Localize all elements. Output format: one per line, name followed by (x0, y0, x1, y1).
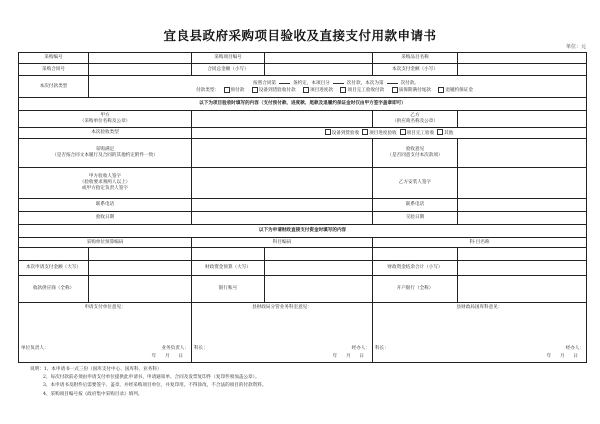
budget-code-value[interactable] (19, 248, 89, 261)
payment-type-option[interactable]: 退履约保证金 (438, 88, 476, 93)
field-label: 采购合同号 (19, 64, 89, 76)
installment-line: 按照合同第 条约定，本项目分 次付款，本次为第 次付款。 (253, 81, 419, 87)
acceptance-date-value[interactable] (192, 212, 373, 225)
field-label: 交验日期 (373, 212, 458, 225)
field-label: 收款供应商（全称） (19, 276, 89, 303)
table-row (19, 139, 587, 168)
table-row (19, 64, 587, 76)
business-dept-opinion-cell[interactable]: 县财政局分管业务科室意见： 科长： 经办人： 年 月 日 (192, 303, 373, 363)
field-label: 合同总金额（小写） (192, 64, 265, 76)
contract-no-value[interactable] (89, 64, 192, 76)
table-row (19, 168, 587, 199)
budget-code-value[interactable] (89, 248, 192, 261)
field-label: 乙方安装人签字 (373, 168, 458, 199)
section-header: 以下为项目验收时填写的内容（支付预付款、进度款、尾款及退履约保证金时仅由甲方签字盖章即可） (19, 98, 587, 111)
table-row (19, 212, 587, 225)
date-line: 年 月 日 (332, 353, 364, 359)
table-row (19, 225, 587, 238)
signature-label: 科长： (194, 345, 208, 351)
budget-amount-value[interactable] (265, 261, 373, 276)
field-label: 验收日期 (19, 212, 192, 225)
field-label: 联系电话 (373, 199, 458, 212)
party-a-signature-value[interactable] (192, 168, 373, 199)
field-label: 采购品目名称 (373, 53, 458, 64)
apply-amount-value[interactable] (89, 261, 192, 276)
field-label: 本次申请支付金额（大写） (19, 261, 89, 276)
table-row (19, 238, 587, 248)
bank-name-value[interactable] (458, 276, 587, 303)
acceptance-type-option[interactable]: 其他 (437, 131, 453, 136)
field-label: 本次支付金额（小写） (373, 64, 458, 76)
bank-account-value[interactable] (265, 276, 373, 303)
subject-code-value[interactable] (192, 248, 265, 261)
table-row (19, 128, 587, 139)
item-name-value[interactable] (458, 53, 587, 64)
payment-type-option[interactable]: 项目完工验收付款 (340, 88, 387, 93)
table-row (19, 199, 587, 212)
party-b-signature-value[interactable] (458, 168, 587, 199)
acceptance-type-option[interactable]: 项目完工验收 (400, 131, 435, 136)
payment-type-option[interactable]: 质保期满付尾款 (392, 88, 434, 93)
procurement-satisfaction-label: 采购满足 （是否按合同文本履行及合同的其他约定附件一致） (19, 139, 192, 168)
acceptance-type-option[interactable]: 项目进度验收 (362, 131, 397, 136)
acceptance-opinion-value[interactable] (458, 139, 587, 168)
field-label: 科目编码 (192, 238, 373, 248)
signature-label: 单位负责人： (21, 345, 49, 351)
subject-code-value[interactable] (265, 248, 373, 261)
unit-label: 单位：元 (565, 44, 586, 50)
procurement-no-value[interactable] (89, 53, 192, 64)
party-b-label: 乙方 （供应商名称及公章） (373, 111, 458, 128)
field-label: 开户银行（全称） (373, 276, 458, 303)
party-b-value[interactable] (458, 111, 587, 128)
acceptance-type-options (192, 128, 587, 139)
table-row (19, 53, 587, 64)
payment-type-option[interactable]: 预付款 (224, 88, 248, 93)
field-label: 财政资金结余合计（小写） (373, 261, 458, 276)
subject-name-value[interactable] (373, 248, 458, 261)
project-no-value[interactable] (265, 53, 373, 64)
date-line: 年 月 日 (151, 353, 183, 359)
payment-type-option[interactable]: 设备到货验收付款 (252, 88, 299, 93)
table-row (19, 303, 587, 363)
section-header: 以下为申请财政直接支付资金时填写的内容 (19, 225, 587, 238)
field-label: 联系电话 (19, 199, 192, 212)
party-a-phone-value[interactable] (192, 199, 373, 212)
field-label: 本次验收类型 (19, 128, 192, 139)
table-row (19, 111, 587, 128)
signature-label: 经办人： (565, 345, 584, 351)
table-row (19, 76, 587, 98)
field-label: 采购项目编号 (192, 53, 265, 64)
note-line: 4、采购项目编号按《政府集中采购目录》填列。 (43, 391, 143, 397)
note-line: 说明：1、本申请书一式三份（国库支付中心、国库科、业务科） (30, 367, 162, 372)
supplier-name-value[interactable] (89, 276, 192, 303)
signature-label: 科长： (375, 345, 389, 351)
applicant-opinion-cell[interactable]: 申请支付单位意见： 单位负责人： 业务负责人： 年 月 日 (19, 303, 192, 363)
notes-section (30, 366, 590, 399)
field-label: 采购单位预算编码 (19, 238, 192, 248)
party-a-value[interactable] (192, 111, 373, 128)
delivery-date-value[interactable] (458, 212, 587, 225)
party-a-label: 甲方 （采购单位名称及公章） (19, 111, 192, 128)
treasury-opinion-cell[interactable]: 县财政局国库科意见： 科长： 经办人： 年 月 日 (373, 303, 587, 363)
note-line: 2、每次付款前必须由申请支付单位提供此申请书、申请通知单、合同及发票复印件（复印件须加盖公章）。 (43, 375, 260, 381)
field-label: 财政资金预算（大写） (192, 261, 265, 276)
party-b-phone-value[interactable] (458, 199, 587, 212)
table-row (19, 261, 587, 276)
contract-amount-value[interactable] (265, 64, 373, 76)
note-line: 3、本申请书及附件后需要签字、盖章，并经采购项目单位，并复印用。不得涂改，不合法的项目的付款资料。 (43, 383, 267, 389)
field-label: 科·目名称 (373, 238, 587, 248)
field-label: 采购编号 (19, 53, 89, 64)
field-label: 银行账号 (192, 276, 265, 303)
signature-label: 经办人： (351, 345, 370, 351)
table-row (19, 276, 587, 303)
balance-value[interactable] (458, 261, 587, 276)
party-a-signature-label: 甲方验收人签字 （验收要求须两人以上） 或甲方指定负责人签字 (19, 168, 192, 199)
application-form (18, 52, 587, 363)
field-label: 本次付款类型 (19, 76, 89, 98)
procurement-satisfaction-value[interactable] (192, 139, 373, 168)
signature-label: 业务负责人： (161, 345, 189, 351)
acceptance-opinion-label: 验收意见 （是否同意支付本次款项） (373, 139, 458, 168)
subject-name-value[interactable] (458, 248, 587, 261)
payment-amount-value[interactable] (458, 64, 587, 76)
payment-type-options: 付款类型： 预付款 设备到货验收付款 项目进度款 项目完工验收付款 质保期满付尾款 退履约保证金 (91, 87, 584, 94)
payment-type-option[interactable]: 项目进度款 (303, 88, 336, 93)
payment-type-cell (89, 76, 587, 98)
date-line: 年 月 日 (546, 353, 578, 359)
table-row (19, 98, 587, 111)
table-row (19, 248, 587, 261)
page-title: 宜良县政府采购项目验收及直接支付用款申请书 (163, 28, 437, 43)
acceptance-type-option[interactable]: 设备到货验收 (325, 131, 360, 136)
